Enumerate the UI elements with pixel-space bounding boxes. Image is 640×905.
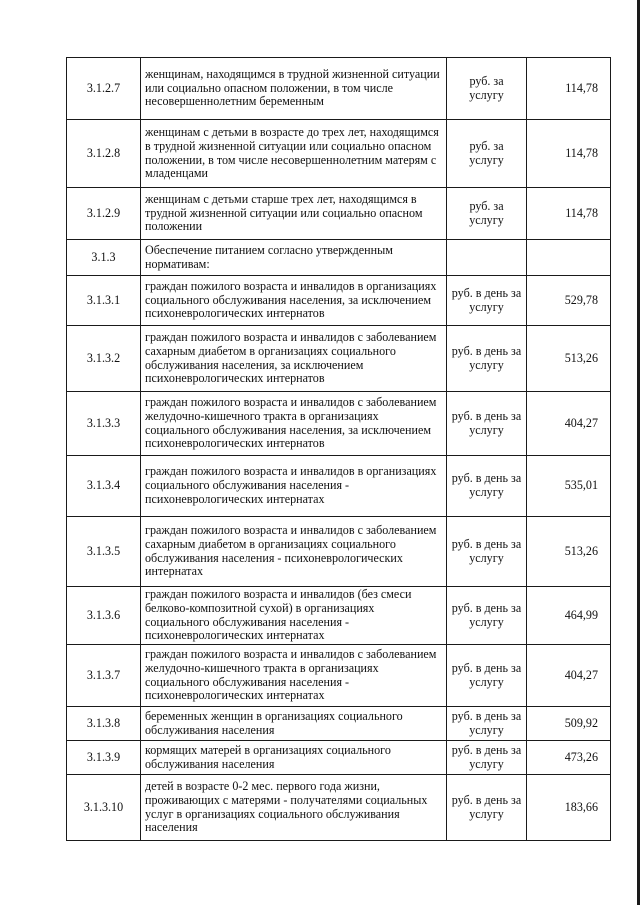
row-code: 3.1.2.9 — [67, 188, 141, 240]
row-unit: руб. в день за услугу — [447, 587, 527, 645]
row-price: 114,78 — [527, 188, 611, 240]
row-description: граждан пожилого возраста и инвалидов в организациях социального обслуживания населения, за исключением психоневрологических интернатов — [141, 276, 447, 326]
row-price: 529,78 — [527, 276, 611, 326]
row-code: 3.1.3.8 — [67, 707, 141, 741]
row-code: 3.1.2.8 — [67, 120, 141, 188]
row-description: беременных женщин в организациях социального обслуживания населения — [141, 707, 447, 741]
row-price: 404,27 — [527, 392, 611, 456]
row-unit: руб. за услугу — [447, 58, 527, 120]
row-description: женщинам с детьми старше трех лет, находящимся в трудной жизненной ситуации или социально опасном положении — [141, 188, 447, 240]
table-row — [67, 775, 611, 841]
row-code: 3.1.3.3 — [67, 392, 141, 456]
row-description: женщинам, находящимся в трудной жизненной ситуации или социально опасном положении, в том числе несовершеннолетним беременным — [141, 58, 447, 120]
row-code: 3.1.3.6 — [67, 587, 141, 645]
row-price: 183,66 — [527, 775, 611, 841]
row-unit: руб. в день за услугу — [447, 517, 527, 587]
row-description: граждан пожилого возраста и инвалидов с заболеванием желудочно-кишечного тракта в организациях социального обслуживания населения - психоневрологических интернатах — [141, 645, 447, 707]
row-code: 3.1.3.9 — [67, 741, 141, 775]
table-row — [67, 587, 611, 645]
row-unit: руб. в день за услугу — [447, 645, 527, 707]
table-row — [67, 240, 611, 276]
table-row — [67, 741, 611, 775]
row-description: детей в возрасте 0-2 мес. первого года жизни, проживающих с матерями - получателями социальных услуг в организациях социального обслуживания населения — [141, 775, 447, 841]
row-code: 3.1.3.10 — [67, 775, 141, 841]
row-price: 114,78 — [527, 58, 611, 120]
row-code: 3.1.3.4 — [67, 456, 141, 517]
row-code: 3.1.3.5 — [67, 517, 141, 587]
row-description: граждан пожилого возраста и инвалидов (без смеси белково-композитной сухой) в организациях социального обслуживания населения - психоневрологических интернатах — [141, 587, 447, 645]
table-row — [67, 120, 611, 188]
table-row — [67, 58, 611, 120]
row-price — [527, 240, 611, 276]
row-unit: руб. в день за услугу — [447, 276, 527, 326]
row-unit: руб. в день за услугу — [447, 456, 527, 517]
row-code: 3.1.3.7 — [67, 645, 141, 707]
row-price: 513,26 — [527, 517, 611, 587]
row-unit: руб. за услугу — [447, 188, 527, 240]
row-price: 473,26 — [527, 741, 611, 775]
row-unit: руб. в день за услугу — [447, 326, 527, 392]
row-code: 3.1.2.7 — [67, 58, 141, 120]
row-unit: руб. в день за услугу — [447, 741, 527, 775]
row-price: 464,99 — [527, 587, 611, 645]
row-description: граждан пожилого возраста и инвалидов с заболеванием сахарным диабетом в организациях социального обслуживания населения, за исключением психоневрологических интернатов — [141, 326, 447, 392]
row-price: 535,01 — [527, 456, 611, 517]
row-unit — [447, 240, 527, 276]
row-price: 509,92 — [527, 707, 611, 741]
table-row — [67, 456, 611, 517]
row-description: граждан пожилого возраста и инвалидов в организациях социального обслуживания населения - психоневрологических интернатах — [141, 456, 447, 517]
row-code: 3.1.3.2 — [67, 326, 141, 392]
table-row — [67, 645, 611, 707]
row-description: женщинам с детьми в возрасте до трех лет, находящимся в трудной жизненной ситуации или социально опасном положении, в том числе несовершеннолетним матерям с младенцами — [141, 120, 447, 188]
table-row — [67, 276, 611, 326]
table-row — [67, 392, 611, 456]
table-row — [67, 707, 611, 741]
row-code: 3.1.3.1 — [67, 276, 141, 326]
row-price: 513,26 — [527, 326, 611, 392]
row-unit: руб. в день за услугу — [447, 775, 527, 841]
row-description: граждан пожилого возраста и инвалидов с заболеванием желудочно-кишечного тракта в организациях социального обслуживания населения, за исключением психоневрологических интернатов — [141, 392, 447, 456]
row-description: кормящих матерей в организациях социального обслуживания населения — [141, 741, 447, 775]
row-price: 404,27 — [527, 645, 611, 707]
table-row — [67, 517, 611, 587]
table-row — [67, 326, 611, 392]
row-price: 114,78 — [527, 120, 611, 188]
row-unit: руб. в день за услугу — [447, 392, 527, 456]
row-unit: руб. за услугу — [447, 120, 527, 188]
table-row — [67, 188, 611, 240]
row-description: граждан пожилого возраста и инвалидов с заболеванием сахарным диабетом в организациях социального обслуживания населения - психоневрологических интернатах — [141, 517, 447, 587]
tariff-table — [66, 57, 611, 841]
row-unit: руб. в день за услугу — [447, 707, 527, 741]
row-code: 3.1.3 — [67, 240, 141, 276]
row-description: Обеспечение питанием согласно утвержденным нормативам: — [141, 240, 447, 276]
